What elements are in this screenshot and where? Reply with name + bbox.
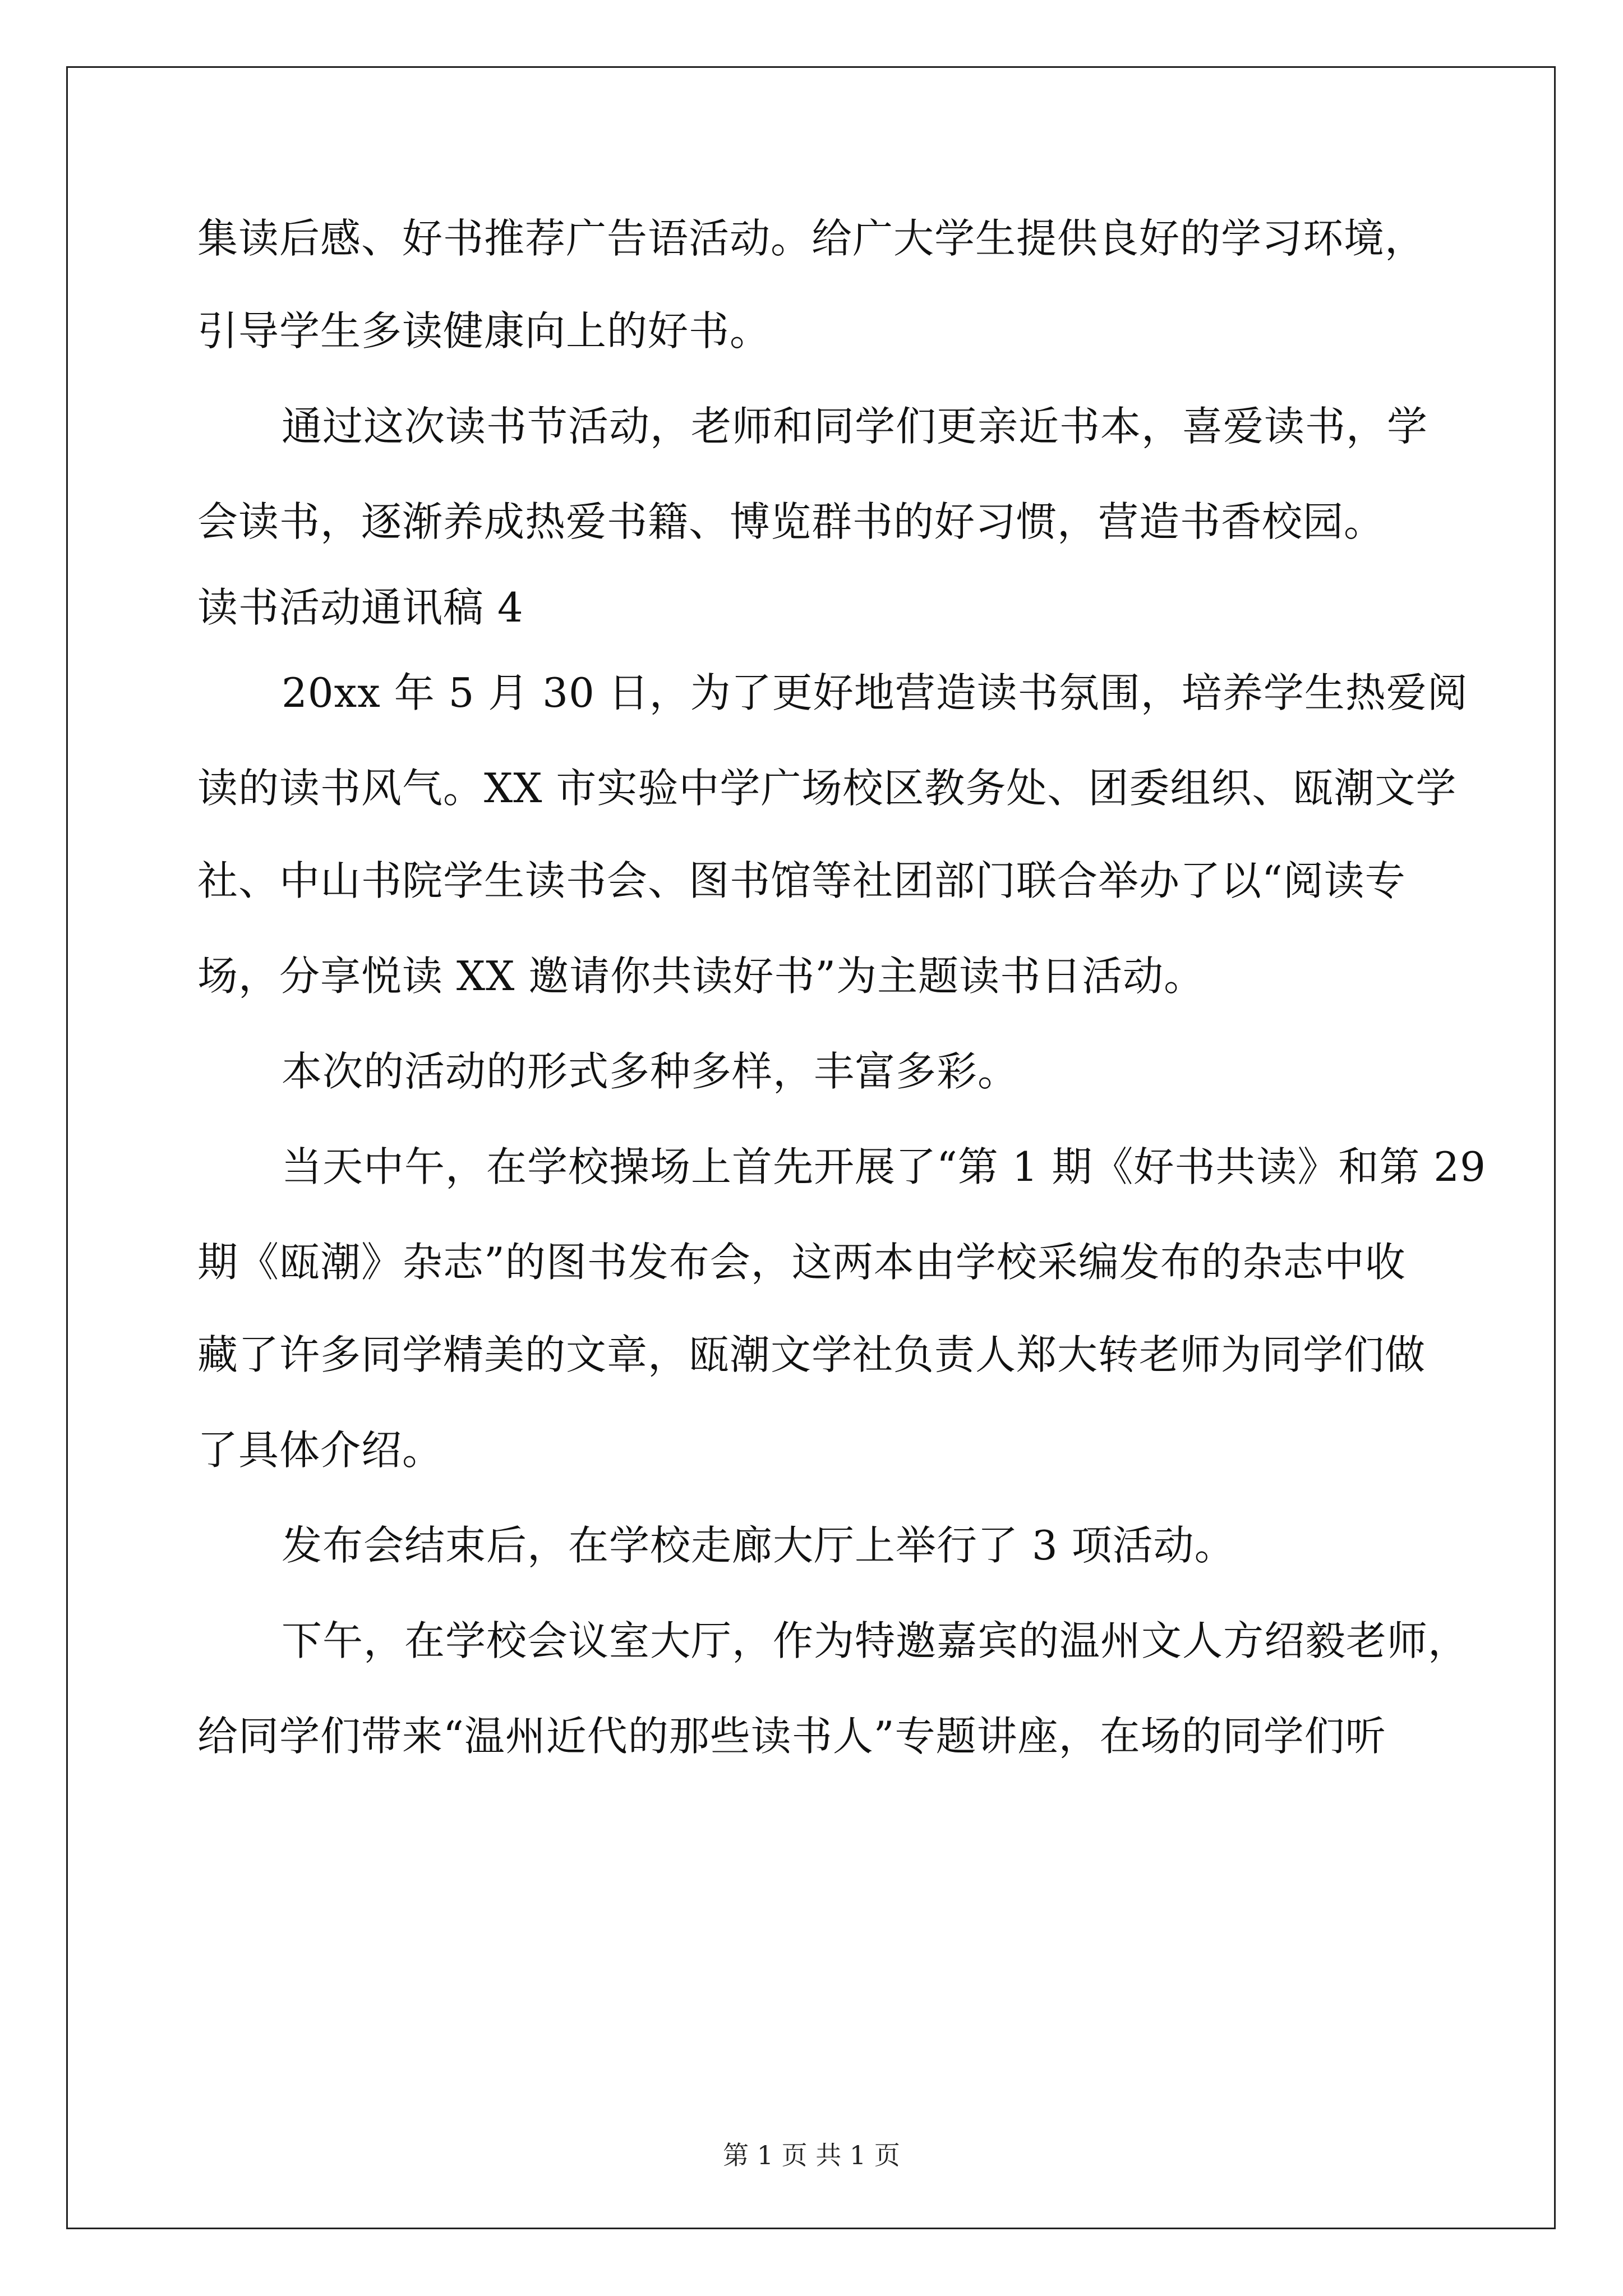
text-line: 给同学们带来“温州近代的那些读书人”专题讲座，在场的同学们听 [197, 1713, 1386, 1760]
page-footer: 第 1 页 共 1 页 [723, 2140, 900, 2170]
text-line: 读的读书风气。XX 市实验中学广场校区教务处、团委组织、瓯潮文学 [197, 765, 1457, 812]
section-heading: 读书活动通讯稿 4 [197, 584, 524, 631]
text-line: 社、中山书院学生读书会、图书馆等社团部门联合举办了以“阅读专 [197, 857, 1406, 904]
text-line: 20xx 年 5 月 30 日，为了更好地营造读书氛围，培养学生热爱阅 [282, 669, 1468, 716]
text-line: 下午，在学校会议室大厅，作为特邀嘉宾的温州文人方绍毅老师， [282, 1617, 1469, 1664]
text-line: 引导学生多读健康向上的好书。 [197, 307, 771, 355]
text-line: 集读后感、好书推荐广告语活动。给广大学生提供良好的学习环境， [197, 215, 1426, 262]
text-line: 期《瓯潮》杂志”的图书发布会，这两本由学校采编发布的杂志中收 [197, 1239, 1406, 1286]
text-line: 了具体介绍。 [197, 1427, 444, 1474]
text-line: 当天中午，在学校操场上首先开展了“第 1 期《好书共读》和第 29 [282, 1143, 1486, 1190]
text-line: 本次的活动的形式多种多样，丰富多彩。 [282, 1048, 1019, 1095]
text-line: 发布会结束后，在学校走廊大厅上举行了 3 项活动。 [282, 1522, 1235, 1569]
text-line: 会读书，逐渐养成热爱书籍、博览群书的好习惯，营造书香校园。 [197, 498, 1385, 545]
text-line: 场，分享悦读 XX 邀请你共读好书”为主题读书日活动。 [197, 953, 1205, 1000]
text-line: 藏了许多同学精美的文章，瓯潮文学社负责人郑大转老师为同学们做 [197, 1331, 1426, 1378]
text-line: 通过这次读书节活动，老师和同学们更亲近书本，喜爱读书，学 [282, 403, 1428, 450]
